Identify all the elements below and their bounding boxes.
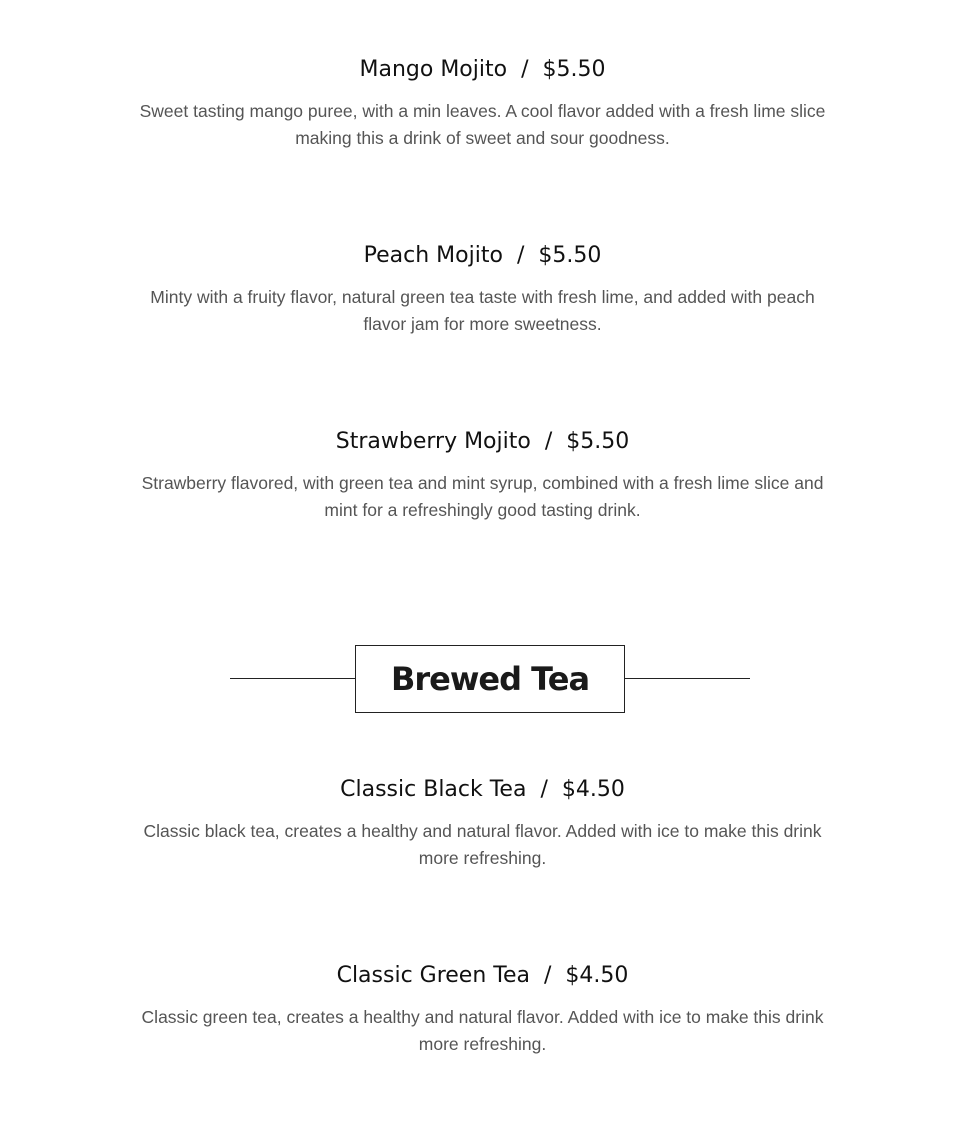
item-separator: / [544, 429, 553, 454]
item-price: $5.50 [542, 57, 606, 82]
item-separator: / [521, 57, 529, 82]
item-name: Classic Black Tea [340, 777, 527, 802]
section-title: Brewed Tea [390, 660, 590, 698]
item-title [0, 776, 965, 804]
item-title [0, 962, 965, 990]
menu-item-strawberry-mojito [0, 428, 965, 524]
menu-item-classic-green-tea [0, 962, 965, 1058]
item-price: $4.50 [565, 963, 629, 988]
item-description: Minty with a fruity flavor, natural green tea taste with fresh lime, and added with peach flavor jam for more sweetness. [150, 287, 815, 334]
item-price: $4.50 [561, 777, 625, 802]
item-separator: / [516, 243, 525, 268]
item-description: Strawberry flavored, with green tea and mint syrup, combined with a fresh lime slice and mint for a refreshingly good tasting drink. [141, 473, 824, 520]
menu-item-classic-black-tea [0, 776, 965, 872]
section-title-box [355, 645, 625, 713]
menu-item-mango-mojito [0, 56, 965, 152]
item-title [0, 242, 965, 270]
item-price: $5.50 [566, 429, 630, 454]
item-description: Classic black tea, creates a healthy and natural flavor. Added with ice to make this drink more refreshing. [143, 821, 822, 868]
item-name: Strawberry Mojito [335, 429, 531, 454]
item-description: Sweet tasting mango puree, with a min leaves. A cool flavor added with a fresh lime slice making this a drink of sweet and sour goodness. [139, 101, 826, 148]
item-name: Mango Mojito [359, 57, 508, 82]
section-header-brewed-tea [0, 645, 965, 713]
item-title [0, 56, 965, 84]
menu-item-peach-mojito [0, 242, 965, 338]
item-description: Classic green tea, creates a healthy and natural flavor. Added with ice to make this drink more refreshing. [141, 1007, 824, 1054]
item-name: Peach Mojito [363, 243, 503, 268]
header-divider-right [625, 678, 750, 679]
item-title [0, 428, 965, 456]
item-separator: / [544, 963, 552, 988]
item-name: Classic Green Tea [336, 963, 530, 988]
item-price: $5.50 [538, 243, 602, 268]
item-separator: / [540, 777, 548, 802]
header-divider-left [230, 678, 355, 679]
